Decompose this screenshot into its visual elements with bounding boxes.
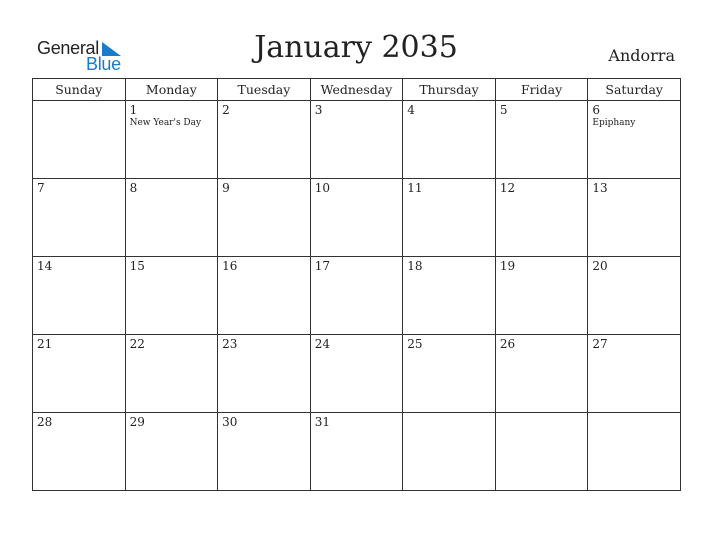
day-number: 17 xyxy=(314,259,330,273)
day-number: 20 xyxy=(592,259,608,273)
day-number: 26 xyxy=(499,337,516,351)
calendar-day-cell xyxy=(588,179,681,257)
day-number: 4 xyxy=(407,103,415,117)
calendar-day-cell xyxy=(33,101,126,179)
day-number: 6 xyxy=(592,103,601,117)
calendar-day-cell xyxy=(125,413,218,491)
calendar-day-cell xyxy=(310,101,403,179)
day-number: 22 xyxy=(129,337,145,351)
calendar-day-cell xyxy=(33,413,126,491)
calendar-grid xyxy=(32,78,681,491)
calendar-day-cell xyxy=(218,413,311,491)
calendar-week-row xyxy=(33,101,681,179)
day-number: 24 xyxy=(314,337,330,351)
calendar-week-row xyxy=(33,335,681,413)
brand-word-blue: Blue xyxy=(86,54,121,74)
calendar-day-cell xyxy=(403,335,496,413)
day-number: 13 xyxy=(592,181,608,195)
calendar-day-cell xyxy=(310,335,403,413)
weekday-header: Friday xyxy=(495,79,588,101)
calendar-day-cell xyxy=(33,179,126,257)
day-number: 14 xyxy=(37,259,53,273)
calendar-day-cell xyxy=(33,335,126,413)
day-number xyxy=(403,413,495,416)
calendar-day-cell xyxy=(403,179,496,257)
calendar-week-row xyxy=(33,413,681,491)
day-number xyxy=(496,413,588,416)
calendar-day-cell xyxy=(125,335,218,413)
page-title: January 2035 xyxy=(254,30,458,65)
calendar-day-cell xyxy=(495,101,588,179)
day-number: 8 xyxy=(129,181,138,195)
day-number: 27 xyxy=(592,337,608,351)
calendar-day-cell xyxy=(125,101,218,179)
day-number: 16 xyxy=(222,259,238,273)
calendar-day-cell xyxy=(495,335,588,413)
calendar-week-row xyxy=(33,257,681,335)
day-number xyxy=(588,413,680,416)
calendar-day-cell xyxy=(403,257,496,335)
weekday-header: Sunday xyxy=(33,79,126,101)
calendar-day-cell xyxy=(495,179,588,257)
brand-word-general: General xyxy=(37,38,99,58)
day-number: 21 xyxy=(37,337,53,351)
day-number: 7 xyxy=(37,181,45,195)
day-number xyxy=(33,101,125,104)
day-number: 12 xyxy=(499,181,516,195)
calendar-day-cell xyxy=(310,257,403,335)
calendar-day-cell xyxy=(310,413,403,491)
day-number: 11 xyxy=(407,181,423,195)
day-number: 2 xyxy=(222,103,230,117)
calendar-day-cell xyxy=(588,257,681,335)
calendar-day-cell xyxy=(33,257,126,335)
day-number: 30 xyxy=(222,415,238,429)
calendar-day-cell xyxy=(588,101,681,179)
calendar-day-cell xyxy=(588,413,681,491)
weekday-header: Tuesday xyxy=(218,79,311,101)
day-number: 1 xyxy=(129,103,138,117)
calendar-day-cell xyxy=(495,413,588,491)
day-number: 18 xyxy=(407,259,423,273)
day-number: 5 xyxy=(499,103,508,117)
calendar-day-cell xyxy=(495,257,588,335)
calendar-day-cell xyxy=(218,335,311,413)
country-label: Andorra xyxy=(608,46,675,65)
day-number: 3 xyxy=(314,103,323,117)
weekday-header-row xyxy=(33,79,681,101)
day-number: 28 xyxy=(37,415,53,429)
weekday-header: Thursday xyxy=(403,79,496,101)
day-number: 19 xyxy=(499,259,516,273)
day-number: 29 xyxy=(129,415,145,429)
weekday-header: Saturday xyxy=(588,79,681,101)
holiday-label: Epiphany xyxy=(592,118,636,128)
weekday-header: Monday xyxy=(125,79,218,101)
holiday-label: New Year's Day xyxy=(129,118,202,128)
calendar-week-row xyxy=(33,179,681,257)
calendar-day-cell xyxy=(125,179,218,257)
calendar-weeks xyxy=(33,101,681,491)
calendar-day-cell xyxy=(403,101,496,179)
weekday-header: Wednesday xyxy=(310,79,403,101)
day-number: 15 xyxy=(129,259,145,273)
day-number: 9 xyxy=(222,181,230,195)
calendar-day-cell xyxy=(588,335,681,413)
calendar-day-cell xyxy=(218,257,311,335)
day-number: 23 xyxy=(222,337,238,351)
calendar-day-cell xyxy=(125,257,218,335)
day-number: 10 xyxy=(314,181,330,195)
day-number: 31 xyxy=(314,415,330,429)
calendar-day-cell xyxy=(218,101,311,179)
calendar-day-cell xyxy=(218,179,311,257)
day-number: 25 xyxy=(407,337,423,351)
calendar-day-cell xyxy=(310,179,403,257)
calendar-day-cell xyxy=(403,413,496,491)
